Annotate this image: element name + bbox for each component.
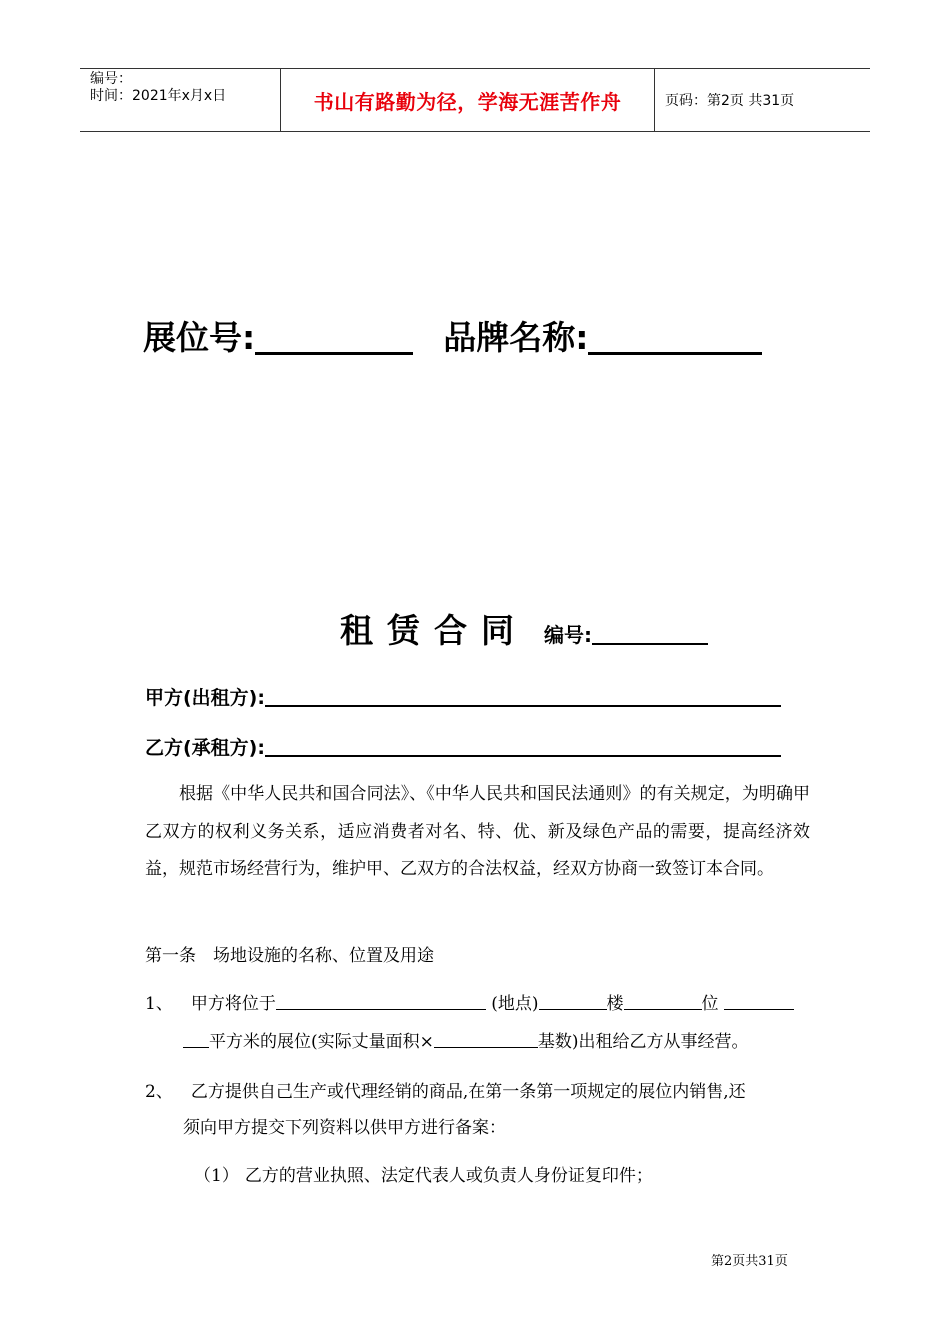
party-b-line (145, 733, 781, 760)
party-a-line (145, 683, 781, 710)
item-1-text-f: 基数)出租给乙方从事经营。 (537, 1032, 749, 1052)
sub-1-number: （1） (194, 1166, 239, 1186)
base-blank[interactable] (434, 1031, 538, 1048)
area-blank-a[interactable] (724, 993, 794, 1010)
sub-1-text: 乙方的营业执照、法定代表人或负责人身份证复印件； (244, 1166, 653, 1186)
article-1-item-2 (145, 1077, 746, 1102)
item-2-line-2: 须向甲方提交下列资料以供甲方进行备案： (183, 1118, 506, 1138)
position-blank[interactable] (624, 993, 702, 1010)
serial-label: 编号： (90, 71, 132, 87)
header-page-info: 页码：第2页 共31页 (665, 93, 795, 109)
area-blank-b[interactable] (183, 1031, 209, 1048)
item-1-text-c: 楼 (606, 994, 624, 1014)
party-b-blank[interactable] (265, 735, 781, 757)
item-1-text-e: 平方米的展位(实际丈量面积× (209, 1032, 434, 1052)
booth-number-label: 展位号: (143, 318, 256, 357)
booth-number-blank[interactable] (255, 318, 413, 355)
floor-blank[interactable] (539, 993, 607, 1010)
article-1-item-1 (145, 989, 794, 1014)
party-a-label: 甲方(出租方): (145, 687, 265, 709)
location-blank[interactable] (276, 993, 486, 1010)
article-1-sub-1 (194, 1161, 653, 1186)
contract-title: 租赁合同 (340, 611, 528, 650)
page-header (80, 68, 870, 132)
contract-number-blank[interactable] (592, 623, 708, 645)
contract-title-row (340, 605, 708, 652)
header-motto: 书山有路勤为径，学海无涯苦作舟 (281, 69, 655, 131)
brand-name-blank[interactable] (588, 318, 762, 355)
item-1-text-a: 甲方将位于 (190, 994, 276, 1014)
party-b-label: 乙方(承租方): (145, 737, 265, 759)
booth-brand-line (143, 312, 762, 359)
article-1-heading: 第一条 场地设施的名称、位置及用途 (145, 946, 434, 966)
item-1-number: 1、 (145, 994, 173, 1014)
preamble-paragraph: 根据《中华人民共和国合同法》、《中华人民共和国民法通则》的有关规定，为明确甲乙双方的权利义务关系，适应消费者对名、特、优、新及绿色产品的需要，提高经济效益，规范市场经营行为，维护甲、乙双方的合法权益，经双方协商一致签订本合同。 (145, 784, 810, 879)
header-meta (80, 69, 281, 131)
item-2-line-1: 乙方提供自己生产或代理经销的商品,在第一条第一项规定的展位内销售,还 (190, 1082, 746, 1102)
contract-number-label: 编号: (544, 623, 592, 647)
party-a-blank[interactable] (265, 685, 781, 707)
time-label: 时间：2021年x月x日 (90, 88, 227, 104)
article-1-item-1-cont (183, 1027, 749, 1052)
item-1-text-b: (地点) (491, 994, 539, 1014)
item-2-number: 2、 (145, 1082, 173, 1102)
item-1-text-d: 位 (701, 994, 719, 1014)
page-footer: 第2页共31页 (711, 1254, 788, 1269)
brand-name-label: 品牌名称: (443, 318, 589, 357)
